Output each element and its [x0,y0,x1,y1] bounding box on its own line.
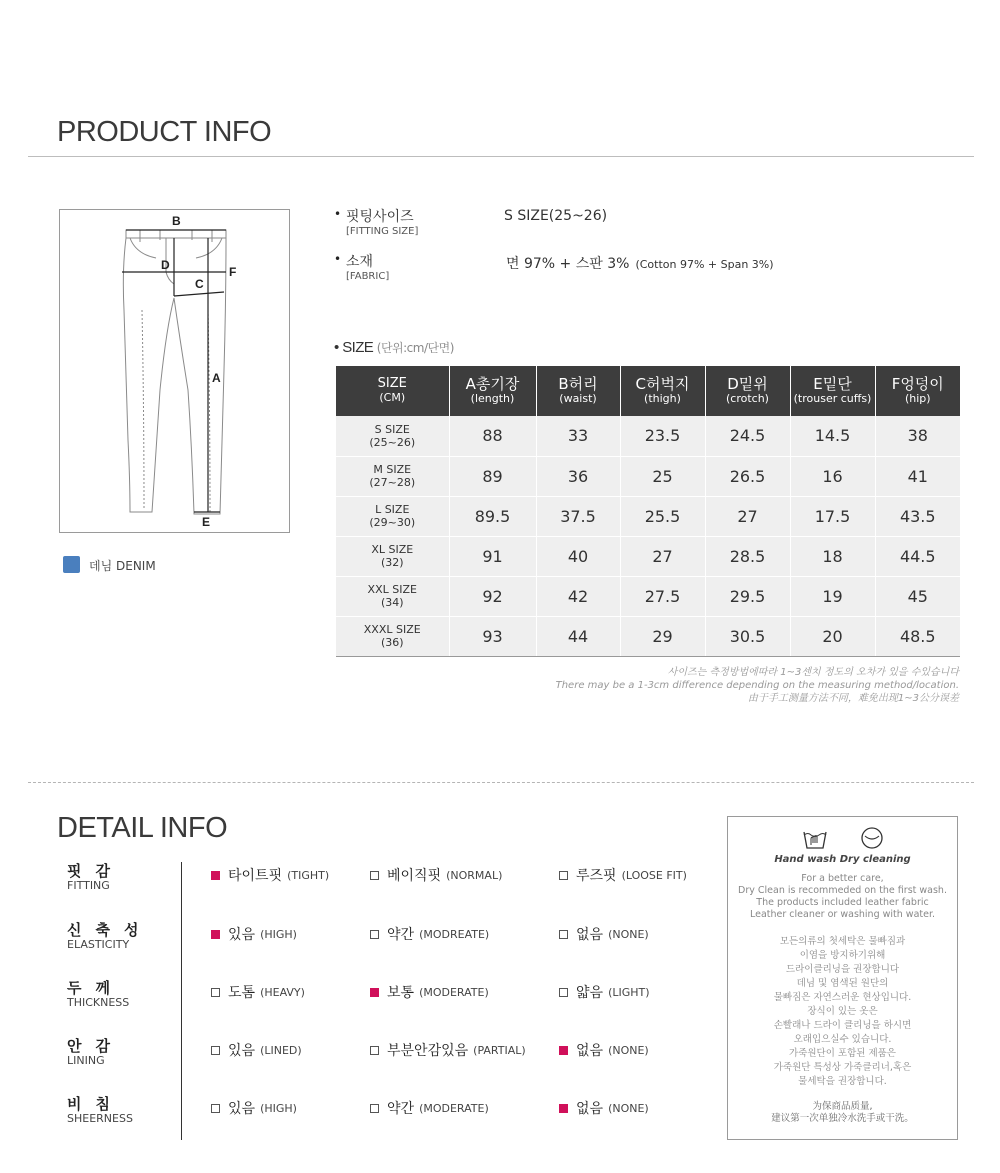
care-line: 가죽원단이 포함된 제품은 [789,1048,896,1059]
size-cell: 30.5 [705,616,790,656]
detail-row-label: 안감 [67,1037,124,1055]
size-heading [334,339,454,356]
size-cell: 38 [875,416,960,456]
fitting-size-sub: [FITTING SIZE] [346,226,419,237]
size-cell: 88 [449,416,536,456]
care-line: 이염을 방지하기위해 [799,950,886,961]
detail-option [370,1098,489,1118]
detail-option-sub: (MODREATE) [419,927,490,941]
care-line: 오래입으실수 있습니다. [793,1034,892,1045]
size-table-row [336,496,960,536]
header-cuffs: E밑단 (trouser cuffs) [790,366,875,416]
size-table-row [336,536,960,576]
fabric-value-ko: 면 97% + 스판 3% [506,256,630,272]
denim-color-swatch [63,556,80,573]
header-length: A총기장 (length) [449,366,536,416]
note-english: There may be a 1-3cm difference depending on the measuring method/location. [555,680,959,691]
detail-option-label: 부분안감있음 [387,1043,469,1059]
section-divider [28,782,974,783]
detail-option-sub: (HEAVY) [260,985,305,999]
detail-option-label: 약간 [387,1101,415,1117]
detail-option-sub: (HIGH) [260,1101,297,1115]
size-cell: 20 [790,616,875,656]
size-cell: 40 [536,536,620,576]
size-row-label: L SIZE (29~30) [336,496,449,536]
checked-box-icon [211,930,220,939]
care-instructions-box [727,816,958,1140]
detail-option-sub: (NORMAL) [446,868,503,882]
care-line: 모든의류의 첫세탁은 물빠짐과 [779,936,906,947]
detail-option [211,1040,302,1060]
size-cell: 29 [620,616,705,656]
size-cell: 25 [620,456,705,496]
care-line: 데님 및 염색된 원단의 [796,978,889,989]
detail-option-sub: (LOOSE FIT) [621,868,687,882]
header-size: SIZE (CM) [336,366,449,416]
fabric-sub: [FABRIC] [346,271,390,282]
unchecked-box-icon [211,988,220,997]
size-cell: 16 [790,456,875,496]
size-row-label: XXXL SIZE (36) [336,616,449,656]
size-cell: 19 [790,576,875,616]
care-korean-text [728,935,957,1089]
detail-option-label: 있음 [228,1043,256,1059]
size-heading-unit: (단위:cm/단면) [376,341,454,355]
detail-option-sub: (LIGHT) [608,985,650,999]
care-heading: Hand wash Dry cleaning [774,854,911,865]
detail-option-label: 없음 [576,1043,604,1059]
size-row-label: M SIZE (27~28) [336,456,449,496]
size-cell: 29.5 [705,576,790,616]
size-cell: 18 [790,536,875,576]
checked-box-icon [559,1104,568,1113]
detail-option [559,1098,649,1118]
size-cell: 93 [449,616,536,656]
size-cell: 14.5 [790,416,875,456]
care-line: 장식이 있는 옷은 [807,1006,878,1017]
detail-option-label: 도톰 [228,985,256,1001]
unchecked-box-icon [211,1046,220,1055]
detail-option [559,865,687,885]
header-thigh: C허벅지 (thigh) [620,366,705,416]
detail-option-label: 있음 [228,1101,256,1117]
care-line: 손빨래나 드라이 클리닝을 하시면 [773,1020,912,1031]
care-line: 建议第一次单独冷水洗手或干洗。 [771,1113,914,1124]
size-table-row [336,416,960,456]
unchecked-box-icon [370,871,379,880]
size-cell: 91 [449,536,536,576]
detail-option-sub: (NONE) [608,1101,649,1115]
care-line: Dry Clean is recommeded on the first wash. [738,885,947,896]
note-korean: 사이즈는 측정방법에따라 1~3센치 정도의 오차가 있을 수있습니다 [667,667,959,678]
detail-row-label: 비침 [67,1095,124,1113]
size-cell: 25.5 [620,496,705,536]
detail-option-sub: (MODERATE) [419,1101,489,1115]
measurement-diagram [59,209,290,533]
denim-color-label: 데님 DENIM [89,559,156,573]
fabric-value-en: (Cotton 97% + Span 3%) [635,258,774,271]
size-cell: 27 [705,496,790,536]
detail-option [211,982,305,1002]
size-cell: 27.5 [620,576,705,616]
care-english-text [728,873,957,921]
unchecked-box-icon [559,988,568,997]
diagram-letter-a: A [212,371,221,385]
product-info-title: PRODUCT INFO [57,116,272,148]
detail-option-sub: (LINED) [260,1043,302,1057]
hand-wash-icon [801,826,829,850]
care-line: The products included leather fabric [756,897,929,908]
unchecked-box-icon [559,930,568,939]
bullet-dot: • [334,207,342,221]
unchecked-box-icon [559,871,568,880]
detail-info-title: DETAIL INFO [57,812,228,844]
detail-option [559,982,650,1002]
size-cell: 37.5 [536,496,620,536]
checked-box-icon [370,988,379,997]
care-line: 물빠짐은 자연스러운 현상입니다. [773,992,912,1003]
care-icons [728,826,957,850]
bullet-dot: • [334,339,339,356]
size-cell: 43.5 [875,496,960,536]
detail-option-sub: (TIGHT) [287,868,330,882]
detail-option-label: 없음 [576,927,604,943]
detail-row-sub: LINING [67,1054,105,1067]
size-cell: 42 [536,576,620,616]
size-cell: 26.5 [705,456,790,496]
size-table-header-row [336,366,960,416]
size-heading-label: SIZE [342,339,374,356]
detail-option-sub: (HIGH) [260,927,297,941]
size-cell: 28.5 [705,536,790,576]
detail-option [211,865,329,885]
size-cell: 92 [449,576,536,616]
detail-row-sub: FITTING [67,879,110,892]
detail-option [211,1098,297,1118]
care-line: For a better care, [801,873,884,884]
unchecked-box-icon [370,930,379,939]
detail-option-sub: (NONE) [608,1043,649,1057]
care-line: 가죽원단 특성상 가죽클리너,혹은 [773,1062,912,1073]
fitting-size-value: S SIZE(25~26) [504,208,608,224]
detail-option-label: 없음 [576,1101,604,1117]
size-cell: 33 [536,416,620,456]
care-line: 为保商品质量, [812,1101,873,1112]
size-row-label: XL SIZE (32) [336,536,449,576]
size-row-label: XXL SIZE (34) [336,576,449,616]
detail-row-sub: ELASTICITY [67,938,130,951]
detail-option [370,865,502,885]
detail-option [370,982,489,1002]
size-table-row [336,576,960,616]
detail-option-sub: (PARTIAL) [473,1043,526,1057]
jeans-illustration [60,210,289,532]
measurement-notes [459,666,959,705]
size-cell: 36 [536,456,620,496]
header-crotch: D밑위 (crotch) [705,366,790,416]
fabric-value [506,253,774,273]
care-line: Leather cleaner or washing with water. [749,909,936,920]
detail-option [559,1040,649,1060]
size-cell: 44 [536,616,620,656]
size-cell: 44.5 [875,536,960,576]
diagram-letter-b: B [172,214,181,228]
fabric-label: 소재 [346,254,374,270]
diagram-letter-d: D [161,258,170,272]
detail-option-label: 루즈핏 [576,868,617,884]
detail-option-sub: (NONE) [608,927,649,941]
header-hip: F엉덩이 (hip) [875,366,960,416]
size-cell: 23.5 [620,416,705,456]
checked-box-icon [559,1046,568,1055]
size-cell: 89.5 [449,496,536,536]
detail-row-sub: SHEERNESS [67,1112,133,1125]
dry-cleaning-icon [859,826,885,850]
note-chinese: 由于手工测量方法不同，难免出现1~3公分误差 [747,693,959,704]
fitting-size-label: 핏팅사이즈 [346,209,414,225]
size-table [336,366,960,657]
diagram-letter-f: F [229,265,237,279]
checked-box-icon [211,871,220,880]
diagram-letter-e: E [202,515,211,529]
detail-option [211,924,297,944]
detail-vertical-rule [181,862,182,1140]
care-line: 드라이클리닝을 권장합니다 [785,964,900,975]
detail-option [370,1040,526,1060]
detail-option [559,924,649,944]
detail-option-label: 있음 [228,927,256,943]
size-cell: 89 [449,456,536,496]
size-cell: 45 [875,576,960,616]
care-chinese-text [728,1101,957,1125]
bullet-dot: • [334,252,342,266]
size-table-row [336,456,960,496]
detail-option-label: 보통 [387,985,415,1001]
size-row-label: S SIZE (25~26) [336,416,449,456]
unchecked-box-icon [211,1104,220,1113]
size-cell: 48.5 [875,616,960,656]
detail-row-label: 핏감 [67,862,124,880]
detail-row-sub: THICKNESS [67,996,130,1009]
detail-row-label: 신축성 [67,921,153,939]
size-cell: 41 [875,456,960,496]
care-line: 물세탁을 권장합니다. [798,1076,887,1087]
detail-option-label: 얇음 [576,985,604,1001]
detail-row-label: 두께 [67,979,124,997]
detail-option-sub: (MODERATE) [419,985,489,999]
diagram-letter-c: C [195,277,204,291]
unchecked-box-icon [370,1046,379,1055]
detail-option-label: 약간 [387,927,415,943]
size-cell: 24.5 [705,416,790,456]
header-waist: B허리 (waist) [536,366,620,416]
detail-option-label: 타이트핏 [228,868,283,884]
size-cell: 17.5 [790,496,875,536]
size-table-row [336,616,960,656]
size-cell: 27 [620,536,705,576]
product-info-divider [28,156,974,157]
detail-option-label: 베이직핏 [387,868,442,884]
unchecked-box-icon [370,1104,379,1113]
detail-option [370,924,489,944]
